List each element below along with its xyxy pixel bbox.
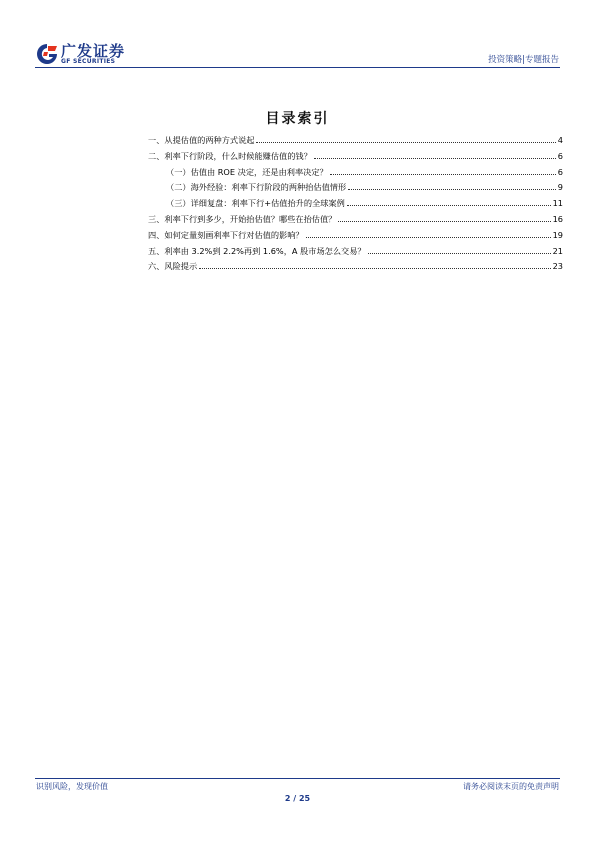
toc-entry-text: 五、利率由 3.2%到 2.2%再到 1.6%，A 股市场怎么交易？ [148, 245, 366, 256]
toc-leader-dots [256, 142, 555, 143]
toc-entry-text: （三）详细复盘：利率下行+估值抬升的全球案例 [166, 198, 345, 209]
toc-entry[interactable] [148, 214, 563, 230]
toc-entry[interactable] [148, 135, 563, 151]
toc-entry-page: 19 [552, 229, 563, 240]
footer-disclaimer-note: 请务必阅读末页的免责声明 [463, 782, 559, 791]
toc-entry-text: （一）估值由 ROE 决定，还是由利率决定？ [166, 166, 328, 177]
toc-leader-dots [306, 237, 551, 238]
logo-text-en: GF SECURITIES [61, 58, 116, 65]
toc-subentry[interactable] [148, 198, 563, 214]
toc-leader-dots [368, 253, 551, 254]
logo-text-cn: 广发证券 [61, 42, 126, 60]
footer-slogan: 识别风险，发现价值 [36, 782, 108, 791]
gf-logo-icon [35, 42, 59, 66]
toc-leader-dots [199, 268, 550, 269]
toc-entry-text: 四、如何定量刻画利率下行对估值的影响？ [148, 229, 304, 240]
toc-entry-page: 23 [552, 261, 563, 272]
toc-leader-dots [330, 174, 556, 175]
header-divider [35, 67, 560, 68]
toc-entry-text: 六、风险提示 [148, 261, 198, 272]
report-type-label: 投资策略|专题报告 [488, 55, 559, 65]
toc-entry-page: 6 [557, 166, 563, 177]
gf-securities-logo [35, 40, 135, 70]
toc-entry-text: 二、利率下行阶段，什么时候能赚估值的钱？ [148, 150, 312, 161]
toc-leader-dots [347, 205, 551, 206]
toc-entry-page: 6 [557, 150, 563, 161]
toc-entry-text: 三、利率下行到多少，开始抬估值？哪些在抬估值？ [148, 213, 337, 224]
table-of-contents [148, 135, 563, 277]
toc-leader-dots [338, 221, 550, 222]
footer-divider [35, 778, 560, 779]
toc-leader-dots [348, 189, 556, 190]
toc-entry-page: 9 [557, 182, 563, 193]
toc-entry-page: 16 [552, 213, 563, 224]
toc-entry[interactable] [148, 230, 563, 246]
toc-entry-page: 21 [552, 245, 563, 256]
page-number: 2 / 25 [284, 794, 311, 803]
toc-entry[interactable] [148, 151, 563, 167]
toc-entry[interactable] [148, 246, 563, 262]
toc-subentry[interactable] [148, 167, 563, 183]
toc-entry-page: 11 [552, 198, 563, 209]
toc-entry-page: 4 [557, 135, 563, 145]
toc-entry-text: （二）海外经验：利率下行阶段的两种抬估值情形 [166, 182, 347, 193]
toc-entry[interactable] [148, 261, 563, 277]
toc-leader-dots [314, 158, 556, 159]
toc-title: 目录索引 [265, 111, 330, 127]
toc-entry-text: 一、从提估值的两种方式说起 [148, 135, 255, 145]
toc-subentry[interactable] [148, 182, 563, 198]
